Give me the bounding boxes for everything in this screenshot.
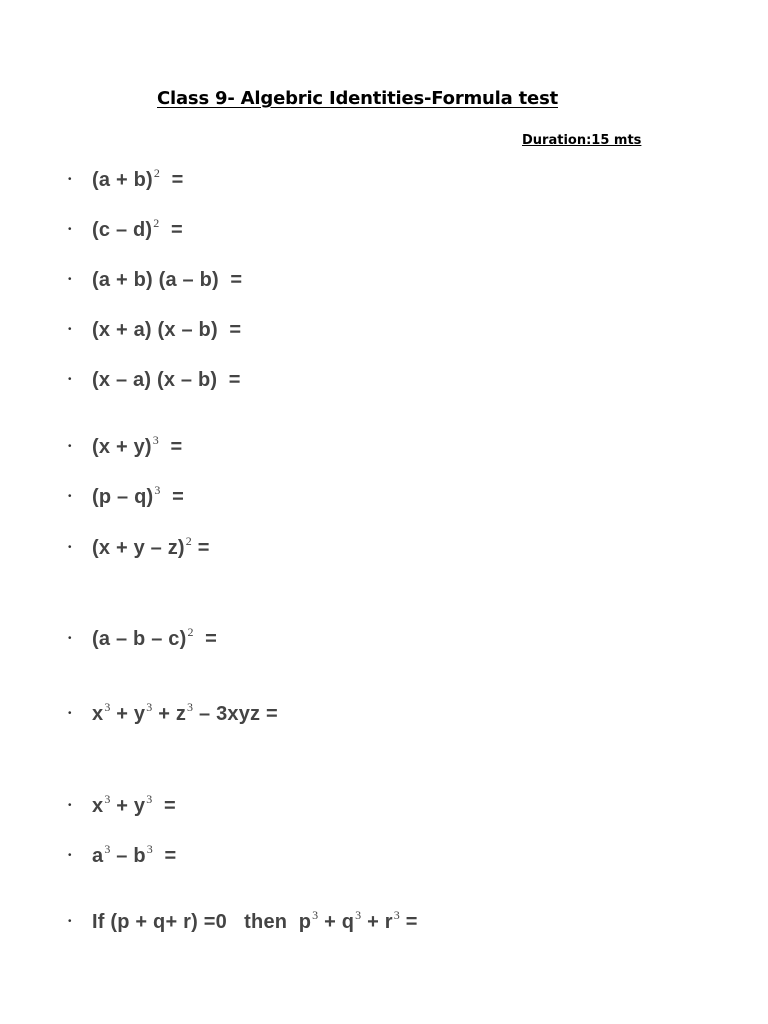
bullet-icon: • — [68, 850, 72, 861]
formula-text: (a + b) (a – b) = — [92, 268, 243, 291]
list-item — [68, 316, 241, 344]
bullet-icon: • — [68, 800, 72, 811]
list-item — [68, 908, 418, 936]
bullet-icon: • — [68, 441, 72, 452]
list-item — [68, 166, 183, 194]
formula-text: (x + a) (x – b) = — [92, 318, 242, 341]
bullet-icon: • — [68, 542, 72, 553]
formula-text: $(x + y - z)^2$ = — [92, 533, 210, 559]
list-item — [68, 792, 176, 820]
formula-text: (c – d)$^2$ = — [92, 215, 183, 241]
formula-text: $a^3 - b^3$ = — [92, 841, 177, 867]
page-title: Class 9- Algebric Identities-Formula test — [157, 88, 558, 109]
list-item — [68, 433, 182, 461]
bullet-icon: • — [68, 174, 72, 185]
list-item — [68, 534, 210, 562]
list-item — [68, 266, 242, 294]
formula-text: $(x + y)^3$ = — [92, 432, 183, 458]
bullet-icon: • — [68, 491, 72, 502]
list-item — [68, 700, 278, 728]
formula-text: $x^3 + y^3$ = — [92, 791, 176, 817]
formula-text: $(a + b)^2$ = — [92, 165, 184, 191]
list-item — [68, 366, 241, 394]
bullet-icon: • — [68, 633, 72, 644]
formula-text: (a – b – c)$^2$ = — [92, 624, 218, 650]
bullet-icon: • — [68, 224, 72, 235]
list-item — [68, 483, 184, 511]
formula-text: (x – a) (x – b) = — [92, 368, 241, 391]
formula-text: If (p + q+ r) =0 then $p^3 + q^3 + r^3$ = — [92, 907, 418, 933]
duration-label: Duration:15 mts — [522, 133, 642, 148]
list-item — [68, 842, 176, 870]
list-item — [68, 216, 183, 244]
bullet-icon: • — [68, 324, 72, 335]
formula-text: (p – q)$^3$ = — [92, 482, 184, 508]
formula-text: $x^3 + y^3 + z^3 - 3xyz$ = — [92, 699, 278, 725]
bullet-icon: • — [68, 708, 72, 719]
bullet-icon: • — [68, 374, 72, 385]
list-item — [68, 625, 217, 653]
bullet-icon: • — [68, 274, 72, 285]
bullet-icon: • — [68, 916, 72, 927]
